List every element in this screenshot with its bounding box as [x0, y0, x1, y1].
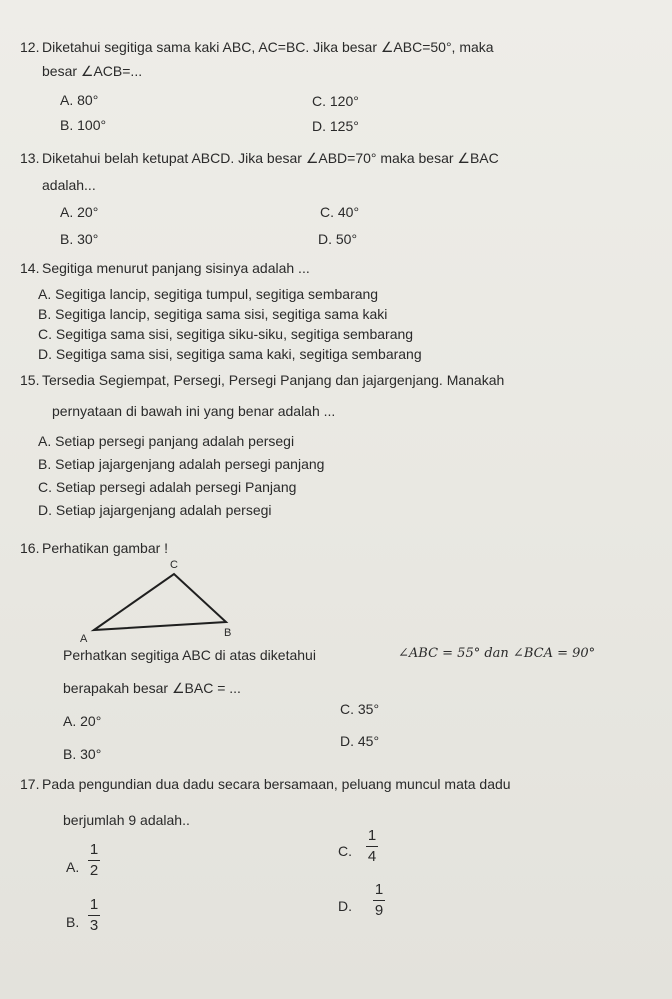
option-a: A. 20° [60, 204, 99, 220]
option-d-fraction [373, 881, 385, 920]
vertex-label-c: C [170, 559, 178, 571]
denominator: 4 [367, 848, 377, 865]
question-stem-cont: adalah... [42, 177, 96, 193]
option-d: D. 125° [312, 118, 359, 134]
fraction-bar [366, 846, 378, 847]
option-b-label: B. [66, 914, 80, 930]
option-a: A. Segitiga lancip, segitiga tumpul, segitiga sembarang [38, 286, 379, 302]
fraction-bar [373, 900, 385, 901]
option-c-label: C. [338, 843, 352, 859]
option-d: D. 50° [318, 231, 358, 247]
denominator: 2 [89, 862, 99, 879]
option-d: D. Segitiga sama sisi, segitiga sama kaki, segitiga sembarang [38, 346, 422, 362]
question-stem-cont: berjumlah 9 adalah.. [63, 812, 190, 828]
option-c: C. 35° [340, 701, 380, 717]
numerator: 1 [374, 881, 384, 898]
option-a-label: A. [66, 859, 80, 875]
option-c: C. Segitiga sama sisi, segitiga siku-siku, segitiga sembarang [38, 326, 414, 342]
option-c: C. Setiap persegi adalah persegi Panjang [38, 479, 297, 495]
option-b: B. 30° [60, 231, 99, 247]
vertex-label-a: A [80, 633, 88, 645]
question-stem: Pada pengundian dua dadu secara bersamaan, peluang muncul mata dadu [42, 776, 511, 792]
option-b: B. 30° [63, 746, 102, 762]
triangle-figure [70, 556, 240, 646]
question-number: 15. [20, 372, 40, 388]
triangle-abc [94, 574, 226, 630]
numerator: 1 [89, 841, 99, 858]
question-number: 13. [20, 150, 40, 166]
option-d-label: D. [338, 898, 352, 914]
fraction-bar [88, 860, 100, 861]
question-stem: Tersedia Segiempat, Persegi, Persegi Panjang dan jajargenjang. Manakah [42, 372, 505, 388]
option-a: A. Setiap persegi panjang adalah persegi [38, 433, 295, 449]
option-b: B. Segitiga lancip, segitiga sama sisi, segitiga sama kaki [38, 306, 388, 322]
option-b: B. Setiap jajargenjang adalah persegi panjang [38, 456, 325, 472]
question-number: 14. [20, 260, 40, 276]
given-angles-formula: ∠ABC = 55° dan ∠BCA = 90° [398, 646, 596, 661]
question-number: 16. [20, 540, 40, 556]
option-b: B. 100° [60, 117, 107, 133]
denominator: 9 [374, 902, 384, 919]
denominator: 3 [89, 917, 99, 934]
question-stem-cont: pernyataan di bawah ini yang benar adalah ... [52, 403, 336, 419]
fraction-bar [88, 915, 100, 916]
option-d: D. 45° [340, 733, 380, 749]
question-stem-cont: besar ∠ACB=... [42, 63, 143, 79]
question-stem: Diketahui belah ketupat ABCD. Jika besar ∠ABD=70° maka besar ∠BAC [42, 150, 499, 166]
option-a-fraction [88, 841, 100, 880]
numerator: 1 [367, 827, 377, 844]
question-stem: Diketahui segitiga sama kaki ABC, AC=BC. Jika besar ∠ABC=50°, maka [42, 39, 494, 55]
option-a: A. 80° [60, 92, 99, 108]
question-number: 17. [20, 776, 40, 792]
option-b-fraction [88, 896, 100, 935]
option-c: C. 40° [320, 204, 360, 220]
question-stem: Perhatikan gambar ! [42, 540, 169, 556]
question-number: 12. [20, 39, 40, 55]
option-d: D. Setiap jajargenjang adalah persegi [38, 502, 272, 518]
option-c-fraction [366, 827, 378, 866]
question-stem-cont2: berapakah besar ∠BAC = ... [63, 680, 241, 696]
option-c: C. 120° [312, 93, 359, 109]
vertex-label-b: B [224, 627, 232, 639]
numerator: 1 [89, 896, 99, 913]
question-stem-cont: Perhatkan segitiga ABC di atas diketahui [63, 647, 316, 663]
question-stem: Segitiga menurut panjang sisinya adalah ... [42, 260, 310, 276]
option-a: A. 20° [63, 713, 102, 729]
